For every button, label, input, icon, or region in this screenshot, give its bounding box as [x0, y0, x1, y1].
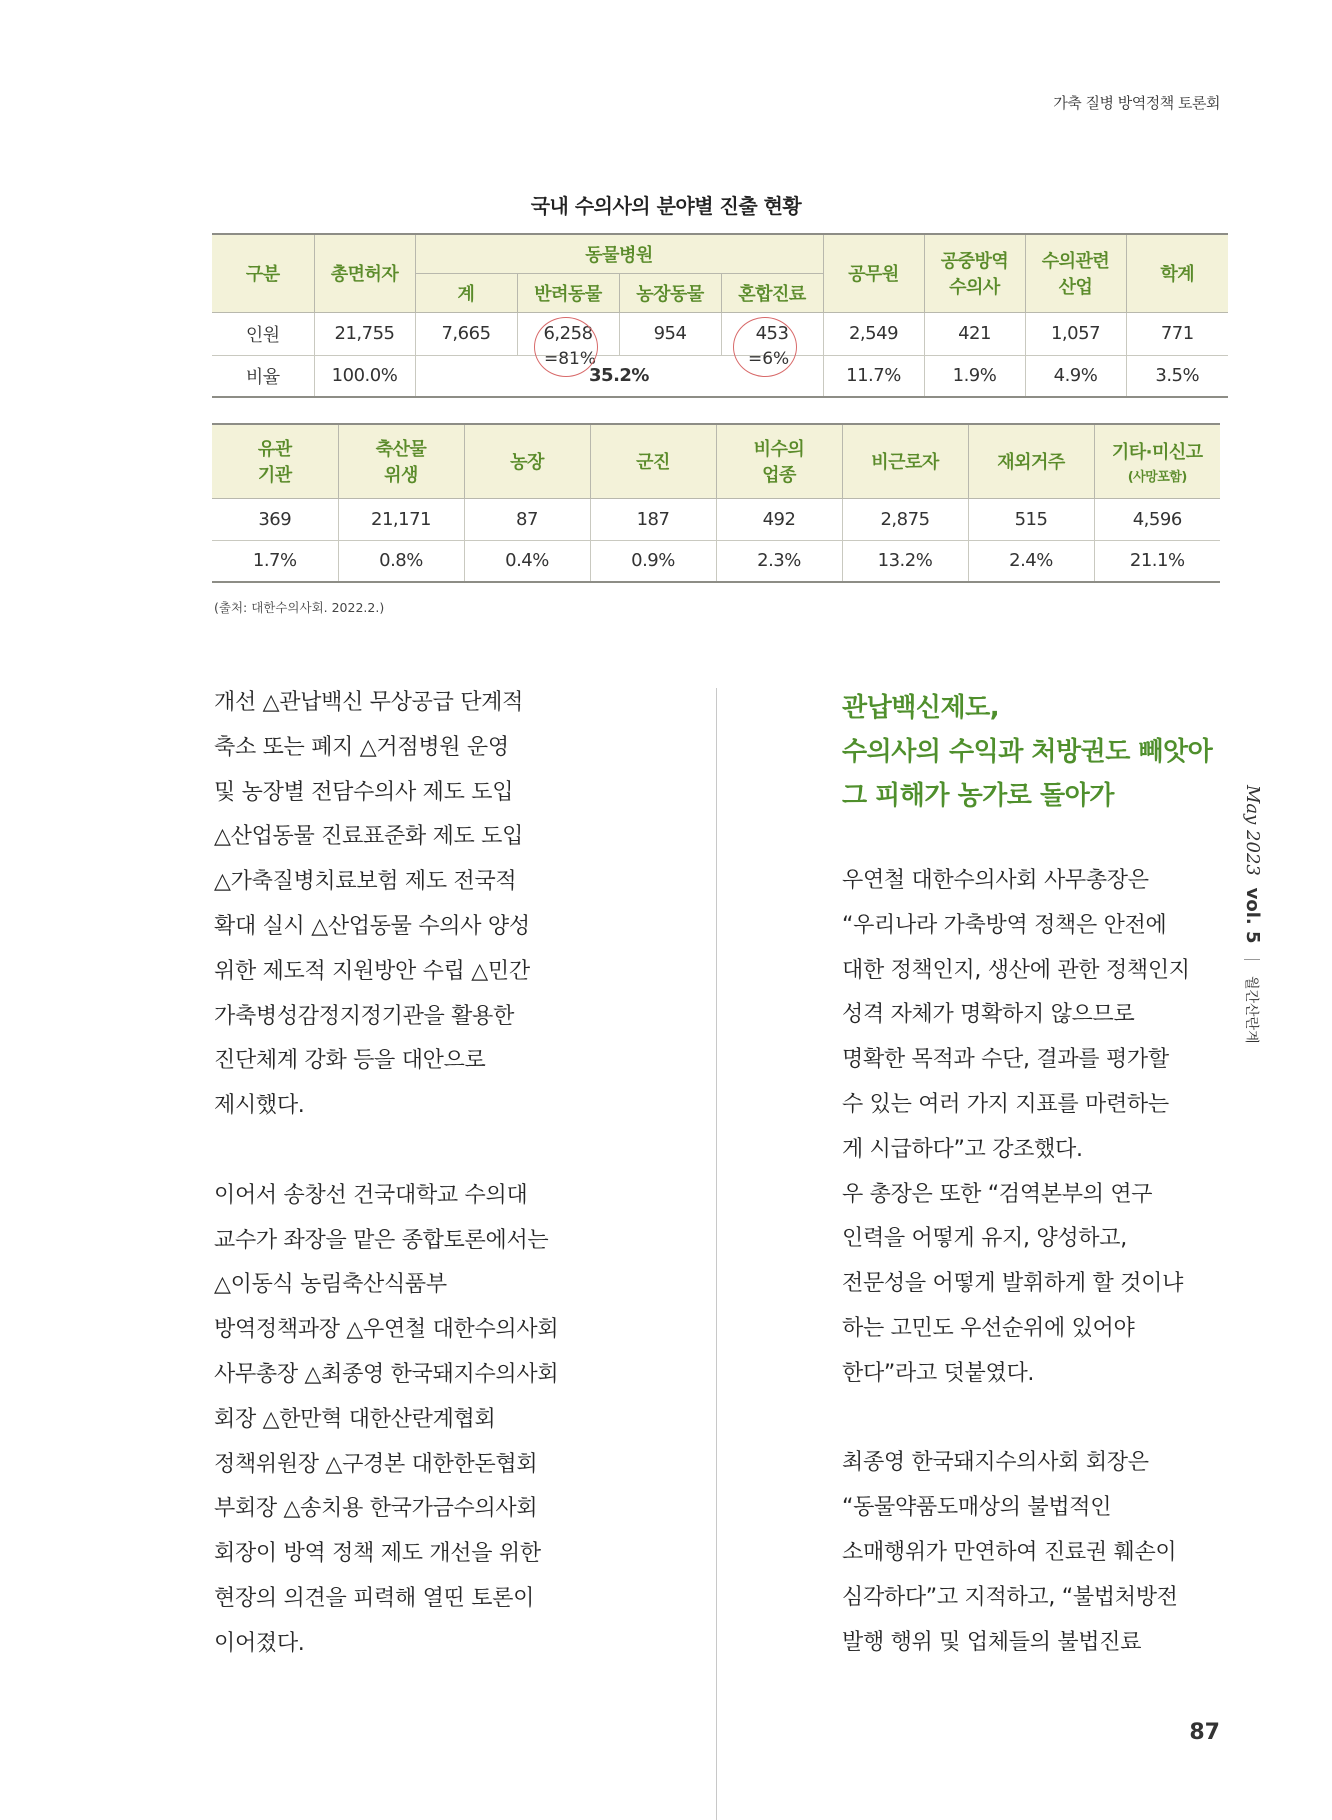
cell-companion-count: 6,258	[517, 312, 619, 355]
body-line: 인력을 어떻게 유지, 양성하고,	[842, 1226, 1127, 1252]
header-other-unreported	[1094, 424, 1220, 498]
cell-mixed-count: 453	[721, 312, 823, 355]
mixed-percent-note: =6%	[748, 349, 790, 369]
body-line: 방역정책과장 △우연철 대한수의사회	[214, 1317, 559, 1343]
cell-ratio: 0.8%	[338, 540, 464, 582]
body-line: 제시했다.	[214, 1093, 305, 1119]
body-line: 한다”라고 덧붙였다.	[842, 1360, 1035, 1386]
cell-ratio: 2.3%	[716, 540, 842, 582]
body-line: 대한 정책인지, 생산에 관한 정책인지	[842, 957, 1190, 983]
header-line: 유관	[257, 439, 292, 461]
header-vet-industry	[1025, 234, 1126, 312]
issue-volume: vol. 5	[1242, 887, 1263, 944]
heading-line: 그 피해가 농가로 돌아가	[842, 781, 1114, 811]
table-title: 국내 수의사의 분야별 진출 현황	[530, 194, 802, 218]
body-line: 심각하다”고 지적하고, “불법처방전	[842, 1584, 1178, 1610]
cell-academia-ratio: 3.5%	[1126, 355, 1228, 397]
body-line: 게 시급하다”고 강조했다.	[842, 1136, 1083, 1162]
header-public-health-vet	[924, 234, 1025, 312]
cell-ratio: 21.1%	[1094, 540, 1220, 582]
row-label-people: 인원	[212, 312, 314, 355]
body-line: 확대 실시 △산업동물 수의사 양성	[214, 913, 530, 939]
companion-highlight-circle	[534, 317, 598, 377]
cell-farm-animal-count: 954	[619, 312, 721, 355]
left-body-column	[214, 681, 644, 1667]
body-line: 개선 △관납백신 무상공급 단계적	[214, 690, 524, 715]
body-line: 사무총장 △최종영 한국돼지수의사회	[214, 1361, 559, 1387]
body-line: 성격 자체가 명확하지 않으므로	[842, 1002, 1135, 1028]
header-hospital-sum: 계	[415, 273, 517, 312]
body-line: 하는 고민도 우선순위에 있어야	[842, 1315, 1135, 1341]
header-line: 수의관련	[1041, 251, 1110, 273]
header-public-official: 공무원	[823, 234, 924, 312]
body-line: 회장 △한만혁 대한산란계협회	[214, 1406, 496, 1432]
body-line: 위한 제도적 지원방안 수립 △민간	[214, 958, 530, 984]
header-line: 공중방역	[940, 251, 1009, 273]
cell-hospital-ratio: 35.2%	[415, 355, 823, 397]
header-companion-animal: 반려동물	[517, 273, 619, 312]
body-line: 전문성을 어떻게 발휘하게 할 것이냐	[842, 1271, 1184, 1297]
cell-count: 369	[212, 498, 338, 540]
vet-distribution-table-part1	[212, 233, 1228, 398]
cell-count: 187	[590, 498, 716, 540]
body-line: 명확한 목적과 수단, 결과를 평가할	[842, 1047, 1169, 1073]
section-header-title: 가축 질병 방역정책 토론회	[1053, 94, 1220, 112]
cell-public-vet-count: 421	[924, 312, 1025, 355]
cell-total-count: 21,755	[314, 312, 415, 355]
body-line: 회장이 방역 정책 제도 개선을 위한	[214, 1541, 541, 1567]
cell-ratio: 13.2%	[842, 540, 968, 582]
body-line: 가축병성감정지정기관을 활용한	[214, 1003, 515, 1029]
header-line: 산업	[1058, 277, 1093, 299]
heading-line: 관납백신제도,	[842, 693, 1000, 723]
body-line: 이어서 송창선 건국대학교 수의대	[214, 1182, 528, 1208]
cell-hospital-sum-count: 7,665	[415, 312, 517, 355]
header-line: 축산물	[375, 439, 427, 461]
body-line: 현장의 의견을 피력해 열띤 토론이	[214, 1585, 535, 1611]
cell-count: 515	[968, 498, 1094, 540]
page-number: 87	[1189, 1720, 1220, 1745]
cell-public-vet-ratio: 1.9%	[924, 355, 1025, 397]
header-subnote: (사망포함)	[1127, 469, 1187, 485]
cell-industry-count: 1,057	[1025, 312, 1126, 355]
side-separator	[1244, 959, 1260, 960]
cell-total-ratio: 100.0%	[314, 355, 415, 397]
body-line: 진단체계 강화 등을 대안으로	[214, 1048, 486, 1074]
body-line: 소매행위가 만연하여 진료권 훼손이	[842, 1539, 1177, 1565]
mixed-highlight-circle	[733, 317, 797, 377]
cell-public-ratio: 11.7%	[823, 355, 924, 397]
body-line: 교수가 좌장을 맡은 종합토론에서는	[214, 1227, 549, 1253]
body-line: 이어졌다.	[214, 1630, 305, 1656]
header-line: 비수의	[753, 439, 805, 461]
cell-academia-count: 771	[1126, 312, 1228, 355]
cell-ratio: 2.4%	[968, 540, 1094, 582]
column-divider	[716, 688, 717, 1820]
cell-ratio: 0.9%	[590, 540, 716, 582]
header-non-worker: 비근로자	[842, 424, 968, 498]
magazine-name: 월간산란계	[1243, 975, 1259, 1044]
cell-public-count: 2,549	[823, 312, 924, 355]
vet-distribution-table-part2	[212, 423, 1220, 583]
cell-ratio: 1.7%	[212, 540, 338, 582]
body-line: 정책위원장 △구경본 대한한돈협회	[214, 1451, 538, 1477]
body-line: “우리나라 가축방역 정책은 안전에	[842, 912, 1167, 938]
section-heading	[842, 686, 1212, 818]
row-label-ratio: 비율	[212, 355, 314, 397]
body-line: 및 농장별 전담수의사 제도 도입	[214, 779, 514, 805]
body-line: 우 총장은 또한 “검역본부의 연구	[842, 1181, 1153, 1207]
body-line: △산업동물 진료표준화 제도 도입	[214, 824, 524, 850]
cell-count: 87	[464, 498, 590, 540]
header-overseas: 재외거주	[968, 424, 1094, 498]
heading-line: 수의사의 수익과 처방권도 빼앗아	[842, 737, 1213, 767]
issue-date: May 2023	[1242, 785, 1263, 876]
cell-ratio: 0.4%	[464, 540, 590, 582]
body-line: 우연철 대한수의사회 사무총장은	[842, 868, 1149, 893]
body-line: 발행 행위 및 업체들의 불법진료	[842, 1629, 1142, 1655]
companion-percent-note: =81%	[544, 349, 597, 369]
right-body-column	[842, 859, 1272, 1665]
header-mixed-practice: 혼합진료	[721, 273, 823, 312]
header-farm: 농장	[464, 424, 590, 498]
header-animal-hospital: 동물병원	[415, 234, 823, 273]
header-livestock-hygiene	[338, 424, 464, 498]
body-line: 축소 또는 폐지 △거점병원 운영	[214, 734, 509, 760]
body-line: 수 있는 여러 가지 지표를 마련하는	[842, 1091, 1169, 1117]
magazine-side-label	[1242, 785, 1263, 1044]
header-related-institution	[212, 424, 338, 498]
header-non-vet-industry	[716, 424, 842, 498]
header-line: 기타·미신고	[1111, 441, 1203, 463]
header-farm-animal: 농장동물	[619, 273, 721, 312]
header-total-licensed: 총면허자	[314, 234, 415, 312]
header-line: 수의사	[949, 277, 1000, 299]
header-academia: 학계	[1126, 234, 1228, 312]
cell-count: 2,875	[842, 498, 968, 540]
body-line: 부회장 △송치용 한국가금수의사회	[214, 1496, 538, 1522]
body-line: “동물약품도매상의 불법적인	[842, 1495, 1112, 1521]
header-category: 구분	[212, 234, 314, 312]
cell-industry-ratio: 4.9%	[1025, 355, 1126, 397]
body-line: △가축질병치료보험 제도 전국적	[214, 869, 517, 895]
header-military: 군진	[590, 424, 716, 498]
cell-count: 4,596	[1094, 498, 1220, 540]
cell-count: 492	[716, 498, 842, 540]
body-line: 최종영 한국돼지수의사회 회장은	[842, 1450, 1149, 1476]
header-line: 위생	[384, 465, 418, 487]
body-line: △이동식 농림축산식품부	[214, 1272, 447, 1298]
header-line: 업종	[762, 465, 796, 487]
cell-count: 21,171	[338, 498, 464, 540]
header-line: 기관	[257, 465, 292, 487]
table-source-note: (출처: 대한수의사회. 2022.2.)	[214, 600, 385, 615]
